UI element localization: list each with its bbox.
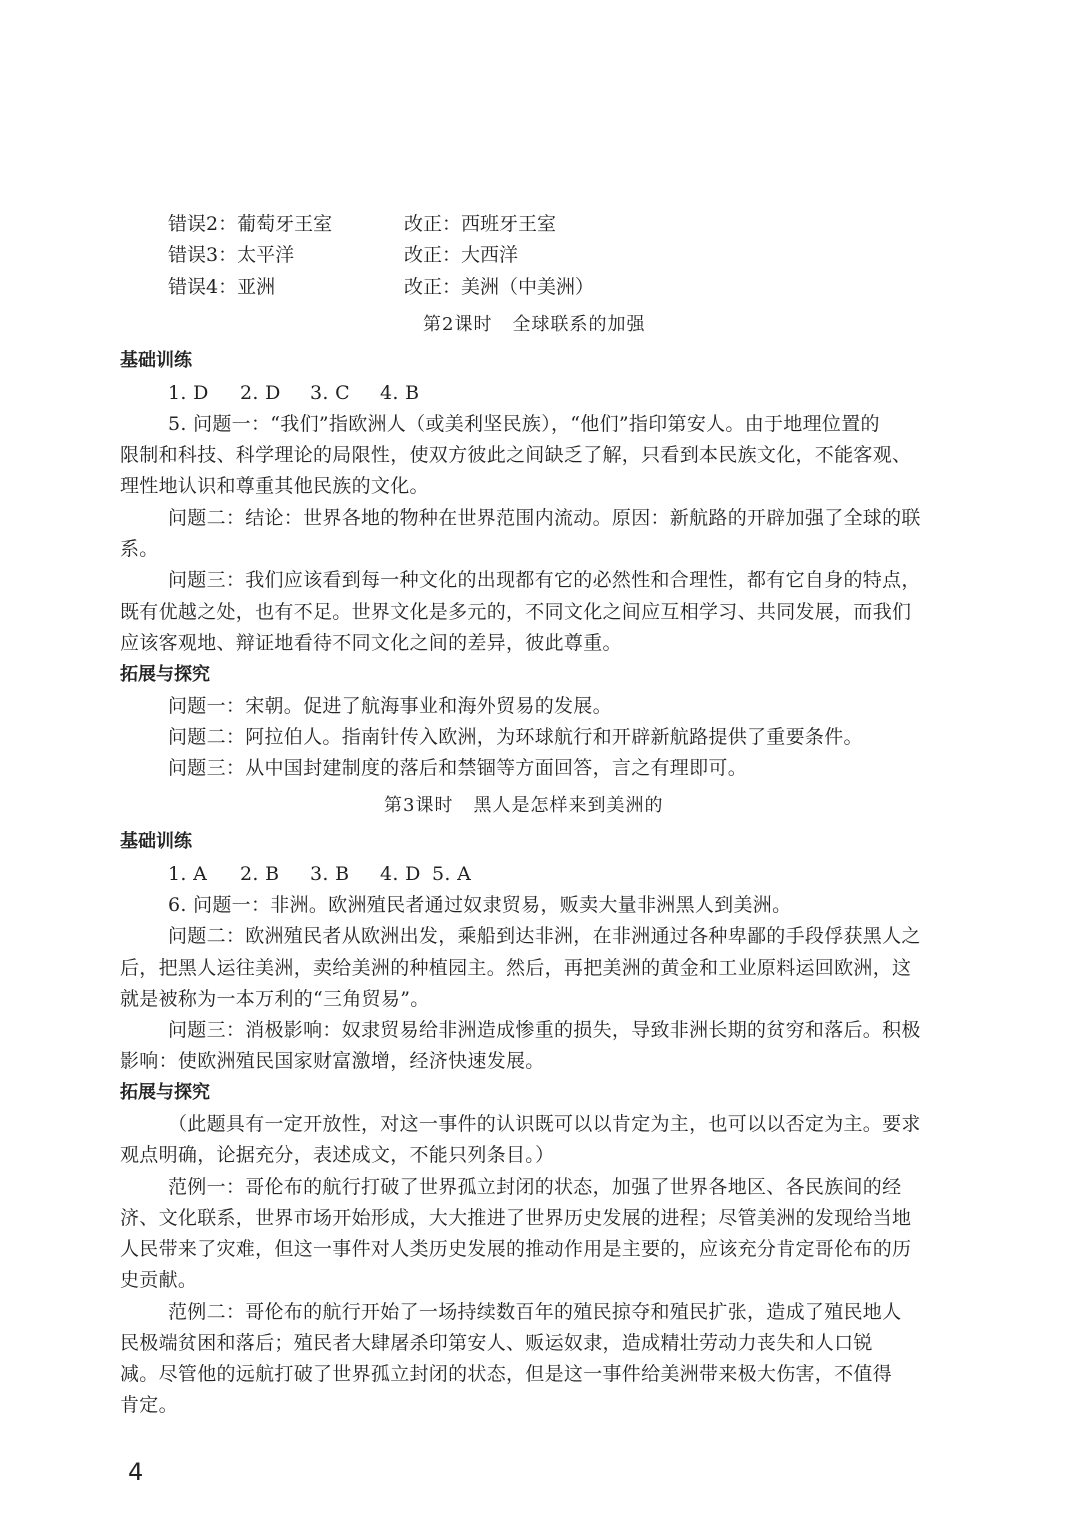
- lesson2-q5-line: 既有优越之处，也有不足。世界文化是多元的，不同文化之间应互相学习、共同发展，而我们: [120, 601, 912, 623]
- lesson3-answers: [168, 860, 471, 888]
- lesson3-title-text: 黑人是怎样来到美洲的: [473, 795, 664, 816]
- lesson3-q6-line: 影响：使欧洲殖民国家财富激增，经济快速发展。: [120, 1050, 545, 1072]
- lesson2-answer-2: 2. D: [240, 382, 281, 404]
- lesson3-title: [384, 793, 663, 819]
- lesson2-q5-line: 5. 问题一：“我们”指欧洲人（或美利坚民族），“他们”指印第安人。由于地理位置的: [168, 413, 880, 435]
- lesson3-ext-line: 人民带来了灾难，但这一事件对人类历史发展的推动作用是主要的，应该充分肯定哥伦布的历: [120, 1238, 912, 1260]
- lesson3-ext-heading: 拓展与探究: [120, 1082, 210, 1103]
- lesson3-ext-line: 肯定。: [120, 1394, 178, 1416]
- error-3-fix: 改正：大西洋: [404, 244, 519, 266]
- lesson2-answer-4: 4. B: [380, 382, 420, 404]
- error-2-wrong: 错误2：葡萄牙王室: [168, 213, 333, 235]
- lesson3-ext-line: 范例二：哥伦布的航行开始了一场持续数百年的殖民掠夺和殖民扩张，造成了殖民地人: [168, 1301, 902, 1323]
- lesson2-q5-line: 问题三：我们应该看到每一种文化的出现都有它的必然性和合理性，都有它自身的特点，: [168, 569, 921, 591]
- lesson3-ext-line: 范例一：哥伦布的航行打破了世界孤立封闭的状态，加强了世界各地区、各民族间的经: [168, 1176, 902, 1198]
- lesson3-q6-line: 就是被称为一本万利的“三角贸易”。: [120, 988, 430, 1010]
- lesson2-ext-line: 问题三：从中国封建制度的落后和禁锢等方面回答，言之有理即可。: [168, 757, 748, 779]
- lesson3-q6-line: 6. 问题一：非洲。欧洲殖民者通过奴隶贸易，贩卖大量非洲黑人到美洲。: [168, 894, 792, 916]
- lesson3-q6-line: 问题二：欧洲殖民者从欧洲出发，乘船到达非洲，在非洲通过各种卑鄙的手段俘获黑人之: [168, 925, 921, 947]
- lesson2-q5-line: 问题二：结论：世界各地的物种在世界范围内流动。原因：新航路的开辟加强了全球的联: [168, 507, 921, 529]
- lesson3-ext-line: （此题具有一定开放性，对这一事件的认识既可以以肯定为主，也可以以否定为主。要求: [168, 1113, 921, 1135]
- lesson3-basic-heading: 基础训练: [120, 831, 192, 852]
- lesson2-answer-1: 1. D: [168, 382, 209, 404]
- lesson3-title-number: 第3课时: [384, 795, 454, 816]
- lesson3-answer-3: 3. B: [310, 863, 350, 885]
- lesson2-basic-heading: 基础训练: [120, 350, 192, 371]
- lesson3-answer-1: 1. A: [168, 863, 208, 885]
- lesson2-ext-heading: 拓展与探究: [120, 664, 210, 685]
- lesson3-answer-5: 5. A: [432, 863, 472, 885]
- lesson2-q5-line: 应该客观地、辩证地看待不同文化之间的差异，彼此尊重。: [120, 632, 622, 654]
- lesson3-ext-line: 民极端贫困和落后；殖民者大肆屠杀印第安人、贩运奴隶，造成精壮劳动力丧失和人口锐: [120, 1332, 873, 1354]
- error-2-fix: 改正：西班牙王室: [404, 213, 557, 235]
- lesson2-q5-line: 系。: [120, 538, 159, 560]
- lesson2-title-number: 第2课时: [423, 314, 493, 335]
- lesson3-ext-line: 济、文化联系，世界市场开始形成，大大推进了世界历史发展的进程；尽管美洲的发现给当地: [120, 1207, 912, 1229]
- lesson2-q5-line: 限制和科技、科学理论的局限性，使双方彼此之间缺乏了解，只看到本民族文化，不能客观、: [120, 444, 912, 466]
- lesson2-ext-line: 问题二：阿拉伯人。指南针传入欧洲，为环球航行和开辟新航路提供了重要条件。: [168, 726, 863, 748]
- lesson3-q6-line: 后，把黑人运往美洲，卖给美洲的种植园主。然后，再把美洲的黄金和工业原料运回欧洲，这: [120, 957, 912, 979]
- lesson2-answers: [168, 379, 419, 407]
- lesson3-q6-line: 问题三：消极影响：奴隶贸易给非洲造成惨重的损失，导致非洲长期的贫穷和落后。积极: [168, 1019, 921, 1041]
- lesson2-answer-3: 3. C: [310, 382, 350, 404]
- lesson3-ext-line: 史贡献。: [120, 1269, 198, 1291]
- lesson3-answer-4: 4. D: [380, 863, 421, 885]
- error-3-wrong: 错误3：太平洋: [168, 244, 295, 266]
- lesson3-ext-line: 观点明确，论据充分，表述成文，不能只列条目。）: [120, 1144, 555, 1166]
- lesson2-ext-line: 问题一：宋朝。促进了航海事业和海外贸易的发展。: [168, 695, 612, 717]
- lesson2-q5-line: 理性地认识和尊重其他民族的文化。: [120, 475, 429, 497]
- lesson2-title: [423, 312, 645, 338]
- lesson3-ext-line: 减。尽管他的远航打破了世界孤立封闭的状态，但是这一事件给美洲带来极大伤害，不值得: [120, 1363, 893, 1385]
- lesson2-title-text: 全球联系的加强: [512, 314, 646, 335]
- error-4-fix: 改正：美洲（中美洲）: [404, 276, 595, 298]
- lesson3-answer-2: 2. B: [240, 863, 280, 885]
- page-number: 4: [128, 1458, 144, 1486]
- error-4-wrong: 错误4：亚洲: [168, 276, 276, 298]
